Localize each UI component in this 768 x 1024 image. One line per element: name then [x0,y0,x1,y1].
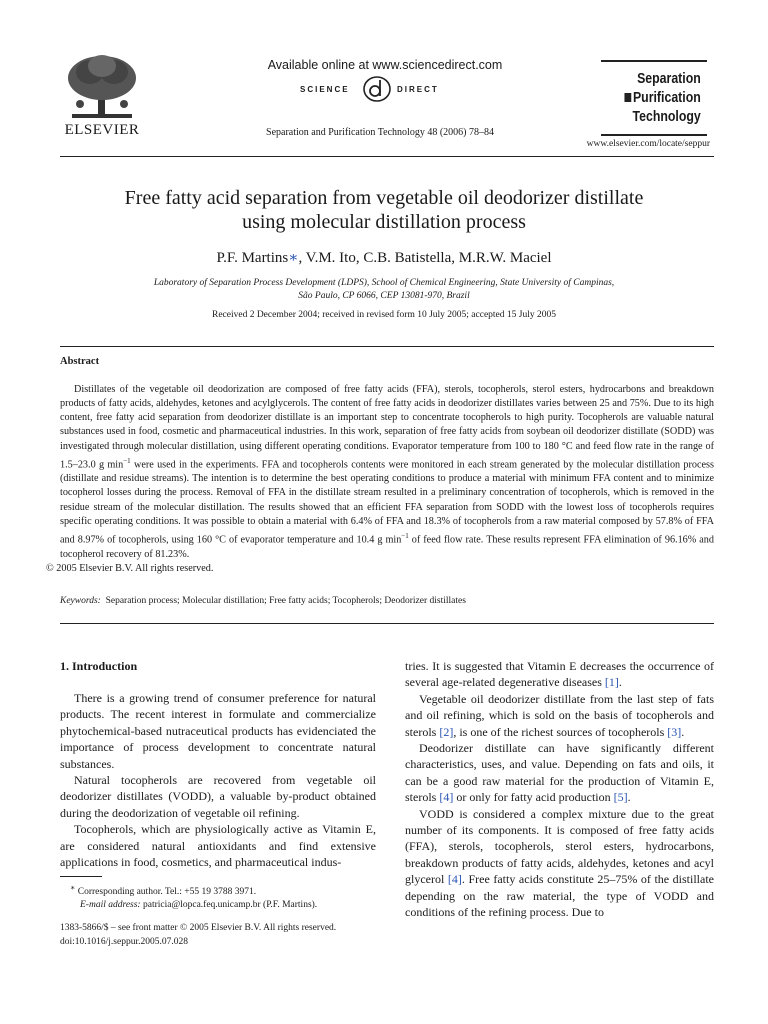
footnote-email [60,899,390,912]
footnote-corr-text: Corresponding author. Tel.: +55 19 3788 3971. [77,887,257,898]
journal-url[interactable]: www.elsevier.com/locate/seppur [586,139,710,149]
title-line2: using molecular distillation process [242,211,526,233]
doi-line[interactable]: doi:10.1016/j.seppur.2005.07.028 [60,936,188,947]
abstract-sup1: −1 [123,456,131,465]
issn-line: 1383-5866/$ – see front matter © 2005 Elsevier B.V. All rights reserved. [60,923,337,933]
author-first: P.F. Martins [216,250,289,266]
corresponding-author-link[interactable]: ∗ [288,250,299,266]
right-paragraph-2 [405,691,714,740]
available-online: Available online at www.sciencedirect.com [267,58,503,72]
journal-logo-line2 [625,89,701,108]
right-paragraph-4 [405,806,714,921]
article-title [60,186,708,234]
sciencedirect-mark-icon [362,74,392,104]
journal-logo-title [625,70,701,127]
right-p3-text: Deodorizer distillate can have significantly different characteristics, uses, and value. Depending on fats and oils, it can be a good raw material for the production of Vitamin E, sterols [405,741,714,805]
author-list [60,248,708,267]
right-paragraph-1 [405,658,714,691]
affiliation-line1: Laboratory of Separation Process Development (LDPS), School of Chemical Engineering, State University of Campinas, [153,278,615,288]
footnote [60,881,390,912]
publisher-name: ELSEVIER [64,122,140,138]
abstract-heading: Abstract [60,356,100,367]
abstract-bottom-rule [60,623,714,624]
elsevier-tree-icon [62,52,142,120]
right-p4-end: . Free fatty acids constitute 25–75% of the distillate depending on the raw material, the type of VODD and conditions of the refining process. Due to [405,872,714,920]
keywords [60,596,714,606]
journal-logo-line2-text: Purification [633,90,701,106]
footnote-star: ∗ [70,883,76,892]
section-heading-introduction: 1. Introduction [60,659,138,673]
right-p4-text: VODD is considered a complex mixture due to the great number of its components. It is composed of free fatty acids (FFA), sterols, tocopherols, sterol esters, hydrocarbons, breakdown products of fatty acids, aldehydes, ketones and acyl glycerol [405,806,714,887]
abstract-copyright: © 2005 Elsevier B.V. All rights reserved. [46,562,214,574]
sd-left-text: SCIENCE [300,85,350,94]
right-paragraph-3 [405,740,714,806]
abstract-part3: of feed flow rate. These results represent FFA elimination of 96.16% and tocopherol recovery of 81.23%. [60,534,714,560]
elsevier-logo [62,52,142,142]
intro-paragraph-2: Natural tocopherols are recovered from vegetable oil deodorizer distillates (VODD), a valuable by-product obtained during the deodorization of vegetable oil refining. [60,773,376,820]
sciencedirect-logo [290,76,480,106]
header-divider [60,156,714,157]
sd-right-text: DIRECT [397,85,439,94]
abstract-body [46,383,714,576]
abstract-sup2: −1 [401,531,409,540]
right-p1-text: tries. It is suggested that Vitamin E decreases the occurrence of several age-related degenerative diseases [405,659,714,690]
journal-citation: Separation and Purification Technology 48 (2006) 78–84 [266,127,494,138]
reference-link-1[interactable]: [1] [604,675,619,690]
abstract-part2: were used in the experiments. FFA and tocopherols contents were monitored in each stream generated by the molecular distillation process (distillate and residue streams). The intention is to determine the best operating conditions to produce a material with minimum FFA content and to minimize tocopherol losses during the process. Removal of FFA in the distillate stream resulted in a preliminary concentration of tocopherols, which is removed in the residue stream of the molecular distillation. The results showed that an efficient FFA separation from SODD with the lowest loss of tocopherols requires specific operating conditions. It was possible to obtain a material with 6.4% of FFA and 18.3% of tocopherols from a raw material composed by 57.8% of FFA and 8.97% of tocopherols, using 160 °C of evaporator temperature and 10.4 g min [60,459,714,546]
keywords-label: Keywords: [60,596,101,606]
reference-link-3[interactable]: [3] [667,724,682,739]
right-p2-mid: , is one of the richest sources of tocopherols [453,724,668,739]
affiliation [100,277,668,303]
keywords-list: Separation process; Molecular distillation; Free fatty acids; Tocopherols; Deodorizer distillates [105,596,466,606]
affiliation-line2: São Paulo, CP 6066, CEP 13081-970, Brazil [298,291,470,301]
right-p2-end: . [681,724,685,739]
abstract-top-rule [60,346,714,347]
reference-link-2[interactable]: [2] [439,724,454,739]
footnote-corresponding [60,881,390,899]
footnote-rule [60,876,102,877]
received-dates: Received 2 December 2004; received in revised form 10 July 2005; accepted 15 July 2005 [211,310,556,320]
email-label: E-mail address: [80,900,141,911]
square-mark-icon [625,93,632,102]
right-p3-mid: or only for fatty acid production [453,790,614,805]
abstract-part1: Distillates of the vegetable oil deodorization are composed of free fatty acids (FFA), sterols, tocopherols, sterol esters, hydrocarbons and breakdown products of fatty acids, aldehydes, ketones and acylglycerols. The content of free fatty acids in deodorizer distillates varies between 25 and 75%. Due to its high content, free fatty acid separation from deodorizer distillate is an important step to concentrate tocopherols to high purity. Tocopherols are valuable natural substances used in food, cosmetic and pharmaceutical industries. In this work, separation of free fatty acids from soybean oil deodorizer distillate (SODD) was investigated through molecular distillation, using different operating conditions. Evaporator temperature from 100 to 180 °C and feed flow rate in the range of 1.5–23.0 g min [60,384,714,471]
author-rest: , V.M. Ito, C.B. Batistella, M.R.W. Maciel [298,250,552,266]
journal-logo-line1: Separation [637,71,701,87]
journal-logo-box [601,60,707,136]
right-column [405,658,714,921]
left-column [60,690,376,870]
reference-link-4[interactable]: [4] [439,790,454,805]
right-p3-end: . [627,790,631,805]
right-p2-text: Vegetable oil deodorizer distillate from the last step of fats and oil refining, which is sold on the basis of tocopherols and sterols [405,691,714,739]
reference-link-4b[interactable]: [4] [447,872,462,887]
right-p1-end: . [618,675,622,690]
title-line1: Free fatty acid separation from vegetable oil deodorizer distillate [124,187,644,209]
intro-paragraph-3: Tocopherols, which are physiologically active as Vitamin E, are considered natural antioxidants and find extensive applications in food, cosmetics, and pharmaceutical indus- [60,822,376,870]
bottom-info [60,922,390,949]
journal-logo-line3: Technology [632,109,701,125]
email-address[interactable]: patricia@lopca.feq.unicamp.br (P.F. Martins). [142,900,318,911]
intro-paragraph-1: There is a growing trend of consumer preference for natural products. The recent interest in formulate and commercialize phytochemical-based nutraceutical products has evidenciated the importance of process development to concentrate natural substances. [60,691,376,771]
reference-link-5[interactable]: [5] [613,790,628,805]
